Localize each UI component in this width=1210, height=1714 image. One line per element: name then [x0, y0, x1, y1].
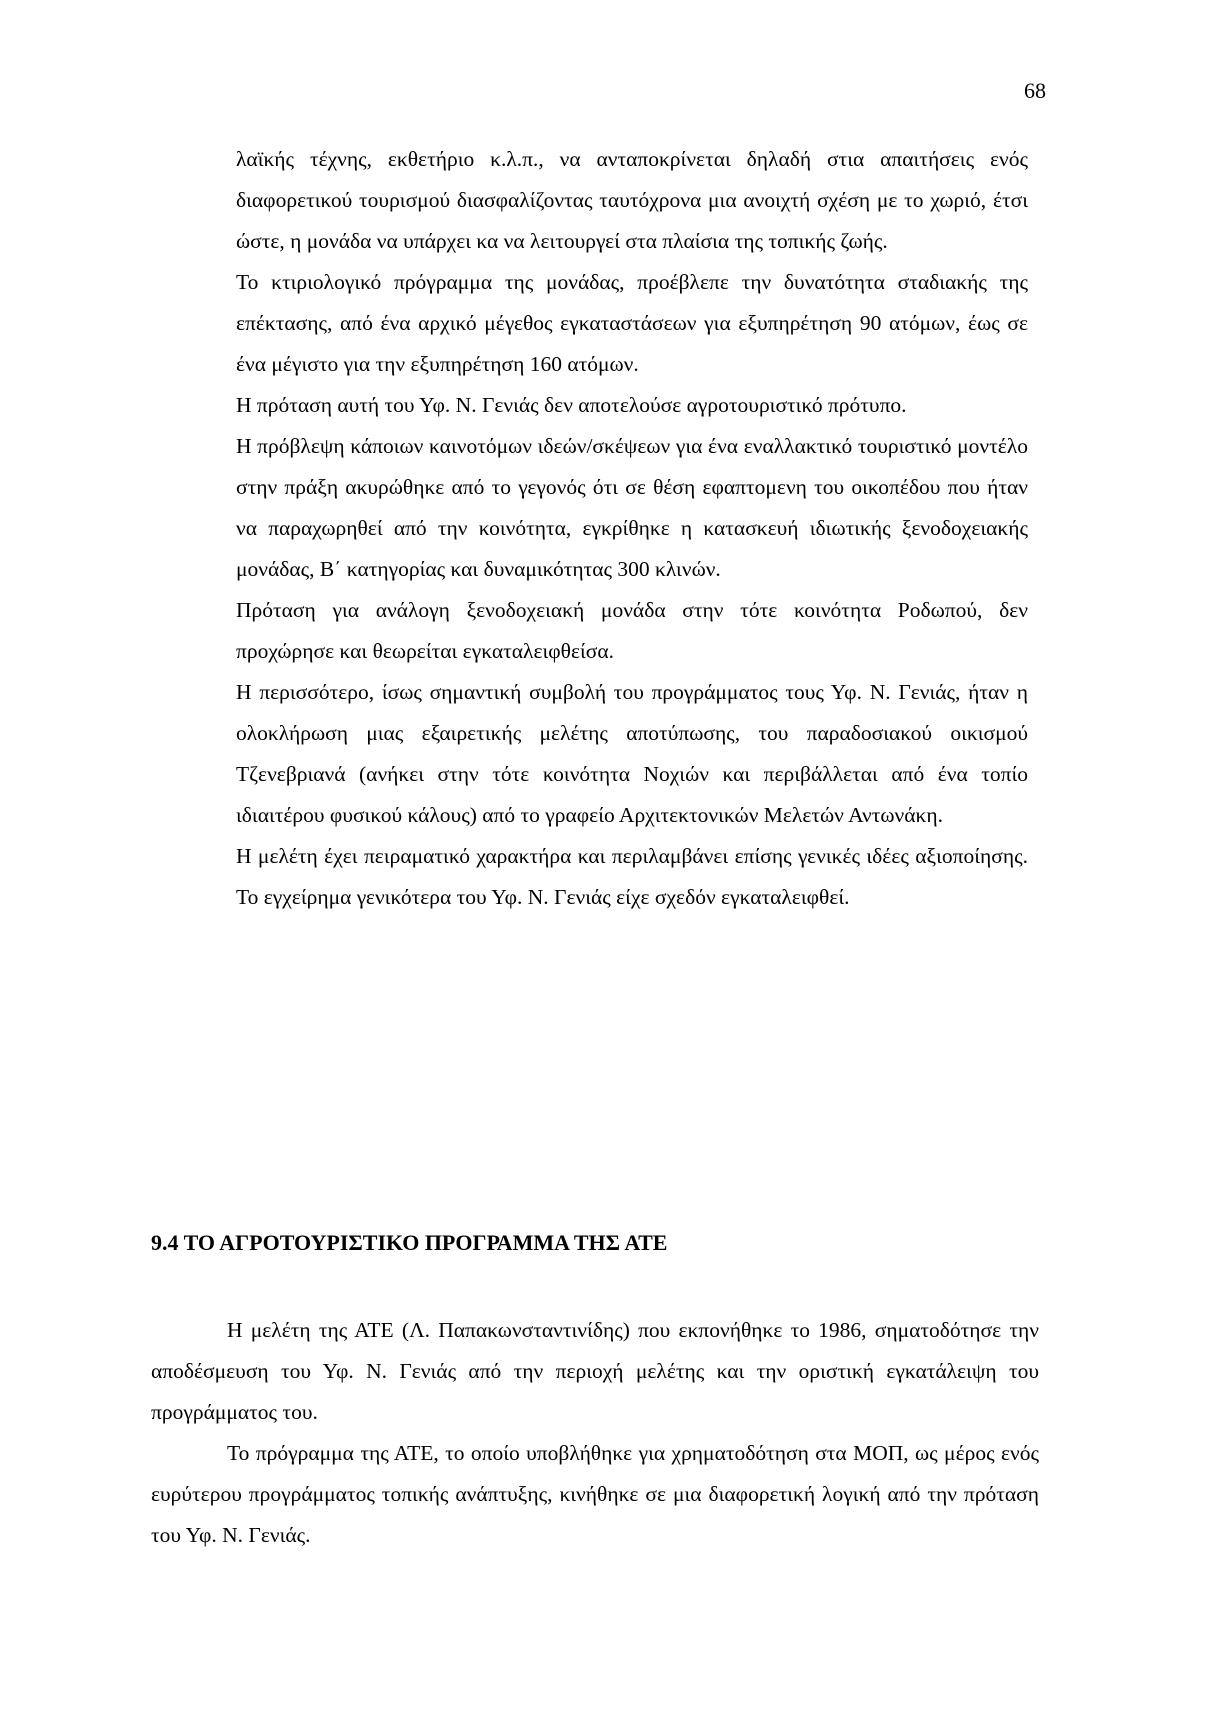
paragraph: Η περισσότερο, ίσως σημαντική συμβολή του προγράμματος τους Υφ. Ν. Γενιάς, ήταν η ολοκλήρωση μιας εξαιρετικής μελέτης αποτύπωσης, του παραδοσιακού οικισμού Τζενεβριανά (ανήκει στην τότε κοινότητα Νοχιών και περιβάλλεται από ένα τοπίο ιδιαιτέρου φυσικού κάλους) από το γραφείο Αρχιτεκτονικών Μελετών Αντωνάκη.	[236, 680, 1028, 827]
paragraph: Η πρόβλεψη κάποιων καινοτόμων ιδεών/σκέψεων για ένα εναλλακτικό τουριστικό μοντέλο στην πράξη ακυρώθηκε από το γεγονός ότι σε θέση εφαπτομενη του οικοπέδου που ήταν να παραχωρηθεί από την κοινότητα, εγκρίθηκε η κατασκευή ιδιωτικής ξενοδοχειακής μονάδας, Β΄ κατηγορίας και δυναμικότητας 300 κλινών.	[236, 434, 1028, 581]
section-heading: 9.4 ΤΟ ΑΓΡΟΤΟΥΡΙΣΤΙΚΟ ΠΡΟΓΡΑΜΜΑ ΤΗΣ ΑΤΕ	[151, 1230, 668, 1255]
body-text-upper	[236, 139, 1028, 918]
paragraph: Το πρόγραμμα της ΑΤΕ, το οποίο υποβλήθηκε για χρηματοδότηση στα ΜΟΠ, ως μέρος ενός ευρύτερου προγράμματος τοπικής ανάπτυξης, κινήθηκε σε μια διαφορετική λογική από την πρόταση του Υφ. Ν. Γενιάς.	[151, 1441, 1039, 1547]
paragraph: Η πρόταση αυτή του Υφ. Ν. Γενιάς δεν αποτελούσε αγροτουριστικό πρότυπο.	[236, 393, 907, 417]
page-number: 68	[1024, 78, 1046, 103]
paragraph: Πρόταση για ανάλογη ξενοδοχειακή μονάδα στην τότε κοινότητα Ροδωπού, δεν προχώρησε και θεωρείται εγκαταλειφθείσα.	[236, 598, 1028, 663]
paragraph: Η μελέτη έχει πειραματικό χαρακτήρα και περιλαμβάνει επίσης γενικές ιδέες αξιοποίησης. Το εγχείρημα γενικότερα του Υφ. Ν. Γενιάς είχε σχεδόν εγκαταλειφθεί.	[236, 844, 1028, 909]
paragraph: λαϊκής τέχνης, εκθετήριο κ.λ.π., να ανταποκρίνεται δηλαδή στια απαιτήσεις ενός διαφορετικού τουρισμού διασφαλίζοντας ταυτόχρονα μια ανοιχτή σχέση με το χωριό, έτσι ώστε, η μονάδα να υπάρχει κα να λειτουργεί στα πλαίσια της τοπικής ζωής.	[236, 147, 1028, 253]
paragraph: Η μελέτη της ΑΤΕ (Λ. Παπακωνσταντινίδης) που εκπονήθηκε το 1986, σηματοδότησε την αποδέσμευση του Υφ. Ν. Γενιάς από την περιοχή μελέτης και την οριστική εγκατάλειψη του προγράμματος του.	[151, 1318, 1039, 1424]
body-text-lower	[151, 1310, 1039, 1556]
paragraph: Το κτιριολογικό πρόγραμμα της μονάδας, προέβλεπε την δυνατότητα σταδιακής της επέκτασης, από ένα αρχικό μέγεθος εγκαταστάσεων για εξυπηρέτηση 90 ατόμων, έως σε ένα μέγιστο για την εξυπηρέτηση 160 ατόμων.	[236, 270, 1028, 376]
